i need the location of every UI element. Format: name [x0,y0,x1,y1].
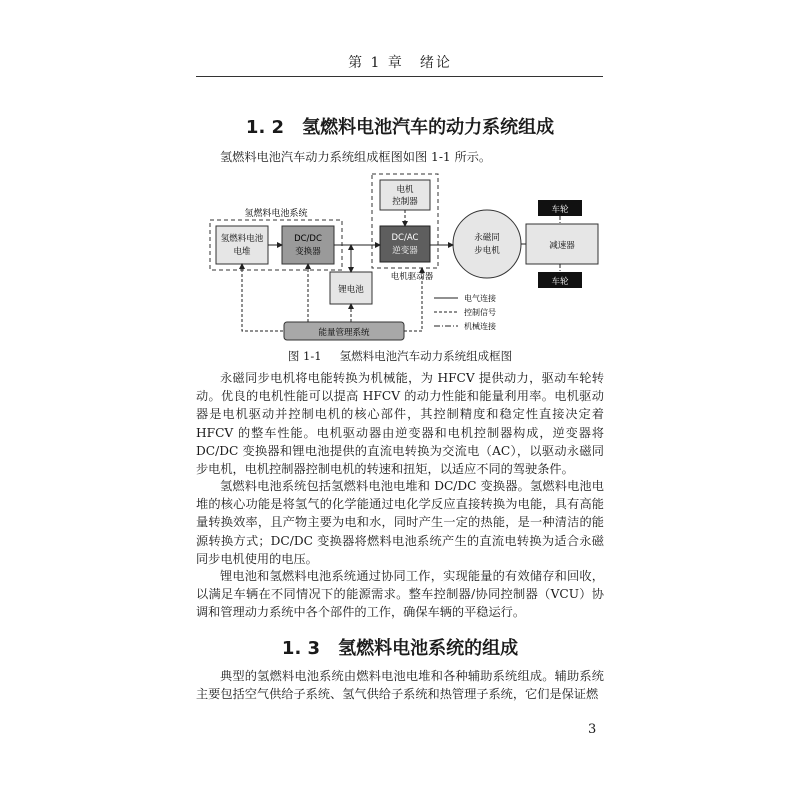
fc-stack-label-1: 氢燃料电池 [220,234,264,244]
motor-label-1: 永磁同 [474,233,500,243]
pmsm-motor [453,210,521,278]
page-number: 3 [588,722,597,737]
figure-caption-number: 图 1-1 [287,349,322,363]
diagram-legend [434,293,496,331]
legend-mechanical-label: 机械连接 [464,322,496,331]
section-number: 1. 3 [281,638,321,659]
body-paragraph-3: 锂电池和氢燃料电池系统通过协同工作，实现能量的有效储存和回收，以满足车辆在不同情况下的能源需求。整车控制器/协同控制器（VCU）协调和管理动力系统中各个部件的工作，确保车辆的平稳运行。 [196,569,604,620]
battery-label: 锂电池 [338,285,364,295]
wheel-bottom-label: 车轮 [551,277,569,287]
motor-controller-label-1: 电机 [396,185,414,195]
section-number: 1. 2 [245,117,285,138]
fc-system-label: 氢燃料电池系统 [244,209,308,219]
legend-electric-label: 电气连接 [464,294,496,303]
section-title: 氢燃料电池汽车的动力系统组成 [302,117,555,138]
motor-controller-label-2: 控制器 [392,197,418,207]
legend-control-label: 控制信号 [464,308,496,317]
section-heading-1-2 [0,113,800,139]
fc-stack-box [216,226,268,264]
dcdc-label-2: 变换器 [295,247,321,257]
power-system-diagram [196,172,606,354]
motor-label-2: 步电机 [474,246,500,256]
inverter-box [380,226,430,262]
inverter-label-2: 逆变器 [392,246,418,256]
body-paragraph-1: 永磁同步电机将电能转换为机械能，为 HFCV 提供动力，驱动车轮转动。优良的电机性能可以提高 HFCV 的动力性能和能量利用率。电机驱动器是电机驱动并控制电机的核心部件，其控制精度和稳定性直接决定着 HFCV 的整车性能。电机驱动器由逆变器和电机控制器构成，逆变器将 DC/DC 变换器和锂电池提供的直流电转换为交流电（AC），以驱动永磁同步电机，电机控制器控制电机的转速和扭矩，以适应不同的驾驶条件。 [196,371,604,477]
running-head: 第 1 章 绪论 [348,55,452,71]
reducer-label: 减速器 [549,241,575,251]
wheel-top-label: 车轮 [551,205,569,215]
motor-driver-label: 电机驱动器 [390,272,434,282]
figure-caption-text: 氢燃料电池汽车动力系统组成框图 [339,349,513,363]
dcdc-box [282,226,334,264]
header-rule [196,76,603,77]
section-heading-1-3 [0,634,800,660]
section-1-3-paragraph: 典型的氢燃料电池系统由燃料电池电堆和各种辅助系统组成。辅助系统主要包括空气供给子系统、氢气供给子系统和热管理子系统，它们是保证燃 [196,669,604,702]
body-paragraph-2: 氢燃料电池系统包括氢燃料电池电堆和 DC/DC 变换器。氢燃料电池电堆的核心功能是将氢气的化学能通过电化学反应直接转换为电能，具有高能量转换效率，且产物主要为电和水，同时产生一定的热能，是一种清洁的能源转换方式；DC/DC 变换器将燃料电池系统产生的直流电转换为适合永磁同步电机使用的电压。 [196,479,604,566]
section-title: 氢燃料电池系统的组成 [338,638,519,659]
ems-to-fc-signal [242,264,284,331]
figure-intro-paragraph: 氢燃料电池汽车动力系统组成框图如图 1-1 所示。 [220,150,492,164]
dcdc-label-1: DC/DC [294,234,322,244]
ems-label: 能量管理系统 [318,328,370,338]
inverter-label-1: DC/AC [391,233,419,243]
fc-stack-label-2: 电堆 [233,247,251,257]
figure-caption [0,348,800,364]
